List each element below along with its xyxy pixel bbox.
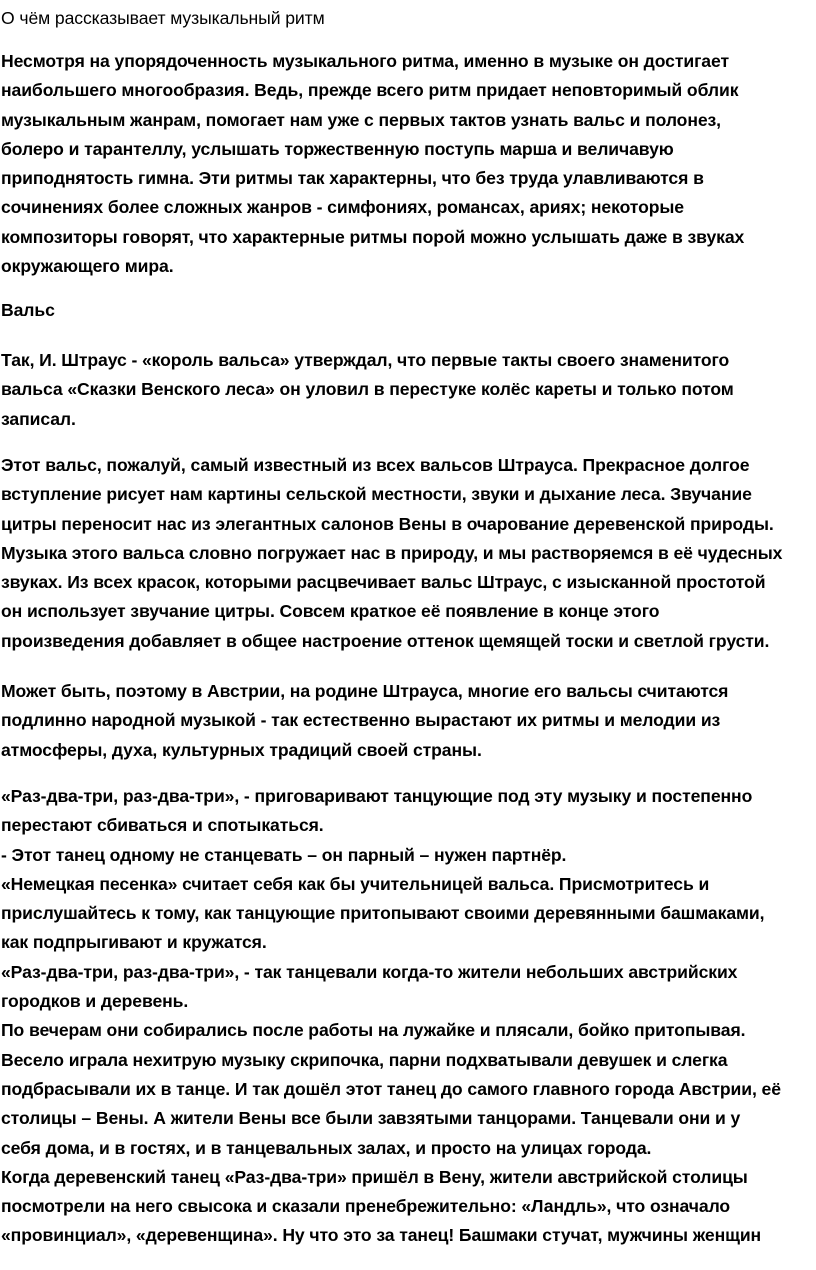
- text-line: Когда деревенский танец «Раз-два-три» пришёл в Вену, жители австрийской столицы: [1, 1166, 748, 1187]
- text-line: он использует звучание цитры. Совсем краткое её появление в конце этого: [1, 601, 660, 622]
- text-line: городков и деревень.: [1, 991, 189, 1012]
- text-line: сочинениях более сложных жанров - симфониях, романсах, ариях; некоторые: [1, 197, 684, 218]
- text-line: атмосферы, духа, культурных традиций своей страны.: [1, 739, 482, 760]
- text-line: окружающего мира.: [1, 256, 174, 277]
- text-line: - Этот танец одному не станцевать – он парный – нужен партнёр.: [1, 844, 567, 865]
- austria-paragraph: [1, 677, 728, 765]
- text-line: музыкальным жанрам, помогает нам уже с первых тактов узнать вальс и полонез,: [1, 109, 721, 130]
- text-line: Несмотря на упорядоченность музыкального ритма, именно в музыке он достигает: [1, 51, 729, 71]
- text-line: «Раз-два-три, раз-два-три», - приговаривают танцующие под эту музыку и постепенно: [1, 786, 753, 806]
- story-paragraph: [1, 782, 781, 1251]
- text-line: произведения добавляет в общее настроение оттенок щемящей тоски и светлой грусти.: [1, 630, 770, 651]
- strauss-paragraph: [1, 346, 734, 434]
- text-line: Может быть, поэтому в Австрии, на родине Штрауса, многие его вальсы считаются: [1, 681, 729, 701]
- text-line: «Немецкая песенка» считает себя как бы учительницей вальса. Присмотритесь и: [1, 873, 710, 894]
- text-line: По вечерам они собирались после работы на лужайке и плясали, бойко притопывая.: [1, 1020, 746, 1041]
- text-line: столицы – Вены. А жители Вены все были завзятыми танцорами. Танцевали они и у: [1, 1108, 741, 1129]
- text-line: Весело играла нехитрую музыку скрипочка, парни подхватывали девушек и слегка: [1, 1049, 728, 1070]
- text-line: себя дома, и в гостях, и в танцевальных залах, и просто на улицах города.: [1, 1137, 652, 1158]
- text-line: «провинциал», «деревенщина». Ну что это за танец! Башмаки стучат, мужчины женщин: [1, 1225, 762, 1246]
- text-line: Этот вальс, пожалуй, самый известный из всех вальсов Штрауса. Прекрасное долгое: [1, 455, 750, 475]
- text-line: болеро и тарантеллу, услышать торжественную поступь марша и величавую: [1, 138, 674, 159]
- text-line: вальса «Сказки Венского леса» он уловил в перестуке колёс кареты и только потом: [1, 379, 734, 400]
- text-line: перестают сбиваться и спотыкаться.: [1, 815, 324, 836]
- text-line: прислушайтесь к тому, как танцующие притопывают своими деревянными башмаками,: [1, 903, 765, 924]
- waltz-description-paragraph: [1, 451, 782, 656]
- text-line: звуках. Из всех красок, которыми расцвечивает вальс Штраус, с изысканной простотой: [1, 572, 766, 593]
- section-heading-block: [1, 296, 55, 325]
- text-line: цитры переносит нас из элегантных салонов Вены в очарование деревенской природы.: [1, 513, 774, 534]
- text-line: как подпрыгивают и кружатся.: [1, 932, 267, 953]
- text-line: Так, И. Штраус - «король вальса» утверждал, что первые такты своего знаменитого: [1, 350, 730, 370]
- section-heading: Вальс: [1, 300, 55, 320]
- intro-paragraph: [1, 47, 744, 281]
- text-line: приподнятость гимна. Эти ритмы так характерны, что без труда улавливаются в: [1, 168, 704, 189]
- page-title: О чём рассказывает музыкальный ритм: [1, 8, 325, 28]
- text-line: «Раз-два-три, раз-два-три», - так танцевали когда-то жители небольших австрийских: [1, 961, 738, 982]
- text-line: подлинно народной музыкой - так естественно вырастают их ритмы и мелодии из: [1, 710, 721, 731]
- text-line: записал.: [1, 408, 76, 429]
- text-line: подбрасывали их в танце. И так дошёл этот танец до самого главного города Австрии, её: [1, 1078, 781, 1099]
- text-line: Музыка этого вальса словно погружает нас в природу, и мы растворяемся в её чудесных: [1, 542, 783, 563]
- text-line: наибольшего многообразия. Ведь, прежде всего ритм придает неповторимый облик: [1, 80, 739, 101]
- text-line: посмотрели на него свысока и сказали пренебрежительно: «Ландль», что означало: [1, 1196, 731, 1217]
- text-line: вступление рисует нам картины сельской местности, звуки и дыхание леса. Звучание: [1, 484, 752, 505]
- text-line: композиторы говорят, что характерные ритмы порой можно услышать даже в звуках: [1, 226, 745, 247]
